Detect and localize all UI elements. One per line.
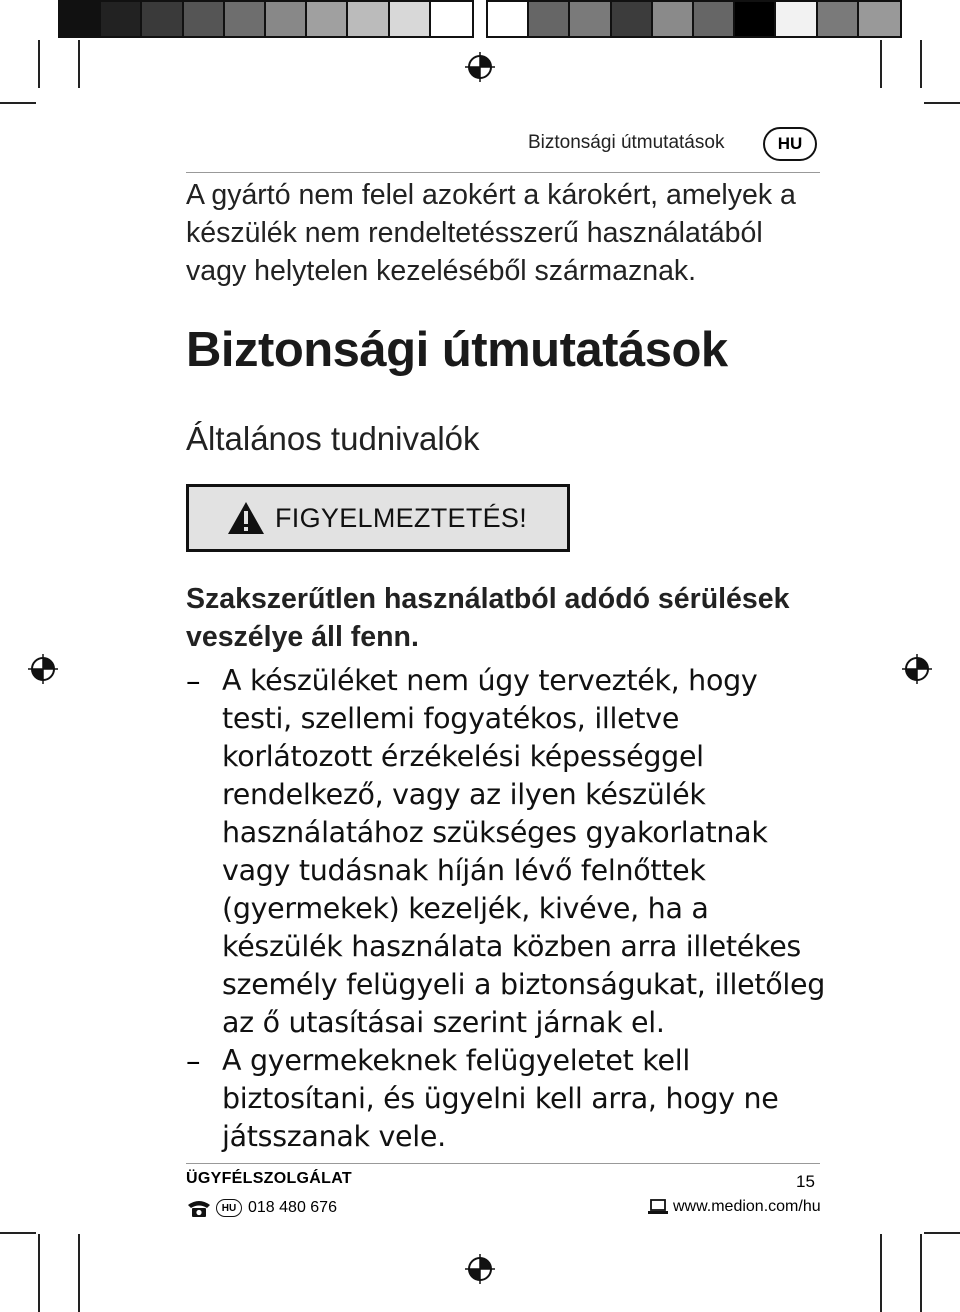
warning-triangle-icon [227,501,265,535]
section-subheading: Általános tudnivalók [186,420,480,457]
warning-box [186,484,570,552]
color-swatch [348,2,389,36]
color-swatch [818,2,859,36]
warning-label: FIGYELMEZTETÉS! [275,502,528,533]
list-item [186,662,826,1042]
color-swatch [307,2,348,36]
registration-mark-icon [28,654,58,684]
color-swatch [101,2,142,36]
crop-mark [38,40,40,88]
registration-mark-icon [465,52,495,82]
color-swatch [653,2,694,36]
color-swatch [266,2,307,36]
registration-mark-icon [902,654,932,684]
warning-heading: Szakszerűtlen használatból adódó sérülések veszélye áll fenn. [186,583,790,653]
language-badge: HU [763,127,817,161]
color-swatch [859,2,900,36]
intro-paragraph: A gyártó nem felel azokért a károkért, amelyek a készülék nem rendeltetésszerű használatából vagy helytelen kezeléséből származnak. [186,179,796,287]
phone-number: 018 480 676 [248,1199,337,1216]
crop-mark [38,1234,40,1312]
color-swatch [735,2,776,36]
page-title: Biztonsági útmutatások [186,323,728,377]
page-number: 15 [796,1172,815,1191]
website-link[interactable]: www.medion.com/hu [673,1198,821,1215]
list-item-text: A készüléket nem úgy tervezték, hogy testi, szellemi fogyatékos, illetve korlátozott érzékelési képességgel rendelkező, vagy az ilyen készülék használatához szükséges gyakorlatnak vagy tudásnak híján lévő felnőttek (gyermekek) kezeljék, kivéve, ha a készülék használata közben arra illetékes személy felügyeli a biztonságukat, illetőleg az ő utasításai szerint járnak el. [222,664,826,1039]
crop-mark [0,1232,36,1234]
crop-mark [924,1232,960,1234]
footer-website [648,1198,821,1216]
color-swatch [612,2,653,36]
color-calibration-strip-left [58,0,474,38]
color-swatch [225,2,266,36]
header-divider [186,172,820,173]
bullet-marker: – [186,1044,201,1078]
telephone-icon [186,1198,212,1218]
color-swatch [529,2,570,36]
crop-mark [880,40,882,88]
color-swatch [60,2,101,36]
footer-divider [186,1163,820,1164]
crop-mark [920,40,922,88]
bullet-list [186,662,826,1156]
crop-mark [920,1234,922,1312]
laptop-icon [648,1199,668,1215]
crop-mark [924,102,960,104]
color-swatch [694,2,735,36]
color-swatch [570,2,611,36]
color-calibration-strip-right [486,0,902,38]
color-swatch [488,2,529,36]
color-swatch [184,2,225,36]
running-header-title: Biztonsági útmutatások [528,132,725,153]
crop-mark [78,40,80,88]
customer-service-label: ÜGYFÉLSZOLGÁLAT [186,1170,352,1187]
language-badge-small: HU [216,1199,242,1217]
crop-mark [880,1234,882,1312]
color-swatch [142,2,183,36]
crop-mark [78,1234,80,1312]
list-item [186,1042,826,1156]
bullet-marker: – [186,664,201,698]
list-item-text: A gyermekeknek felügyeletet kell biztosítani, és ügyelni kell arra, hogy ne játsszanak vele. [222,1044,779,1153]
footer-phone [186,1198,337,1218]
color-swatch [431,2,472,36]
crop-mark [0,102,36,104]
registration-mark-icon [465,1254,495,1284]
color-swatch [776,2,817,36]
color-swatch [390,2,431,36]
